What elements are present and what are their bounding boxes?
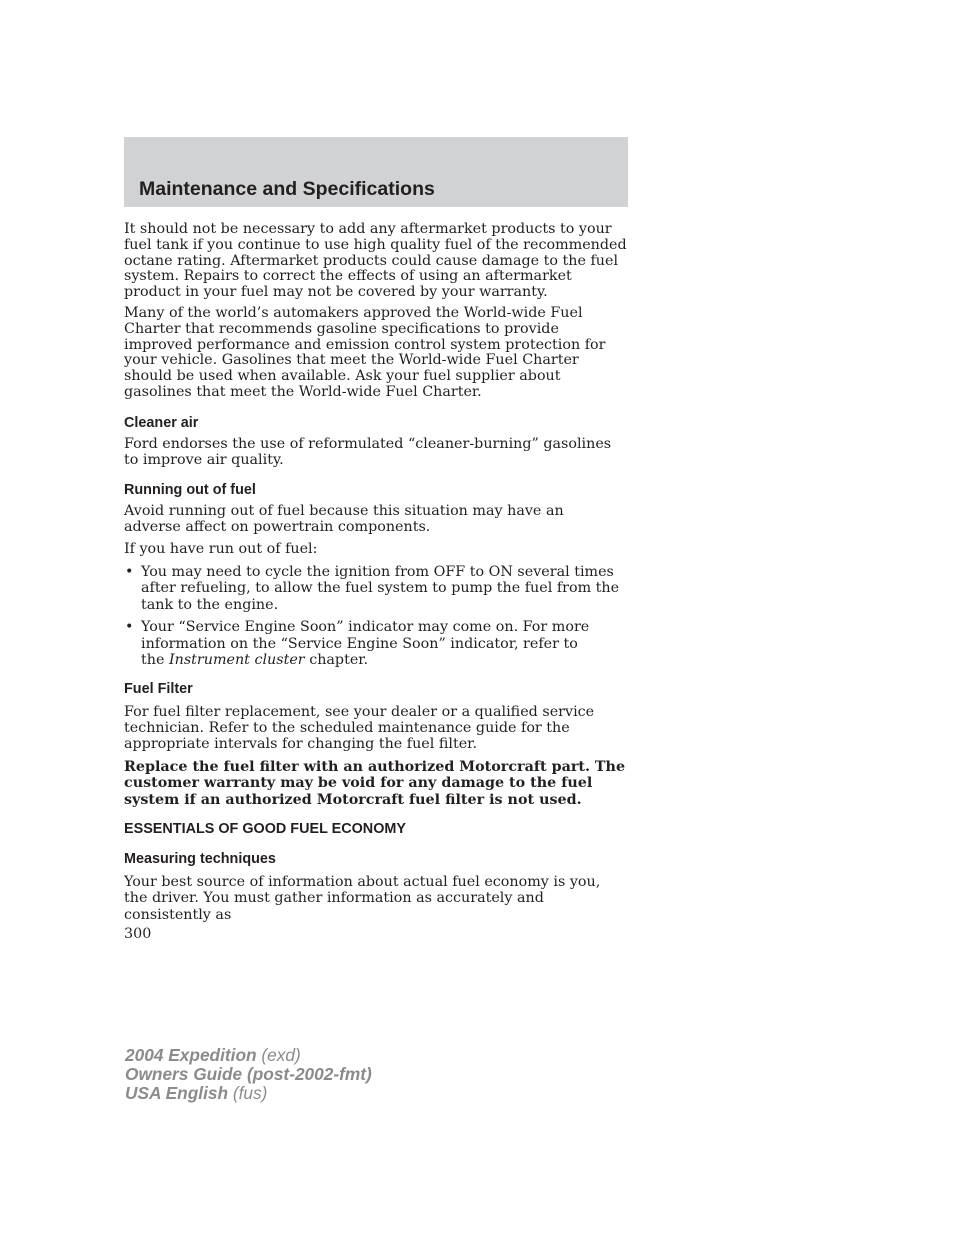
running-out-paragraph-1: Avoid running out of fuel because this situation may have an adverse affect on powertrain components.	[124, 503, 564, 536]
running-out-paragraph-2: If you have run out of fuel:	[124, 540, 318, 557]
bullet-text-end: chapter.	[309, 652, 369, 669]
fuel-filter-heading: Fuel Filter	[124, 680, 193, 697]
bullet-glyph: •	[125, 563, 134, 580]
bullet-text: Your “Service Engine Soon” indicator may come on. For more information on the “Service Engine Soon” indicator, refer to the	[141, 619, 590, 669]
intro-paragraph-2: Many of the world’s automakers approved the World-wide Fuel Charter that recommends gasoline specifications to provide improved performance and emission control system protection for your vehicle. Gasolines that meet the World-wide Fuel Charter should be used when available. Ask your fuel supplier about gasolines that meet the World-wide Fuel Charter.	[124, 304, 606, 400]
bullet-glyph: •	[125, 619, 134, 636]
footer-line-2: Owners Guide (post-2002-fmt)	[125, 1064, 372, 1084]
footer-line-1: 2004 Expedition (exd)	[125, 1045, 301, 1065]
fuel-economy-heading: ESSENTIALS OF GOOD FUEL ECONOMY	[124, 821, 406, 838]
fuel-filter-paragraph: For fuel filter replacement, see your dealer or a qualified service technician. Refer to the scheduled maintenance guide for the appropriate intervals for changing the fuel filter.	[124, 703, 595, 753]
intro-paragraph-1: It should not be necessary to add any aftermarket products to your fuel tank if you continue to use high quality fuel of the recommended octane rating. Aftermarket products could cause damage to the fuel system. Repairs to correct the effects of using an aftermarket product in your fuel may not be covered by your warranty.	[124, 221, 627, 301]
footer-line-3: USA English (fus)	[125, 1083, 268, 1103]
chapter-reference: Instrument cluster	[168, 652, 305, 669]
page-number: 300	[124, 926, 152, 942]
bullet-text: You may need to cycle the ignition from OFF to ON several times after refueling, to allow the fuel system to pump the fuel from the tank to the engine.	[141, 563, 620, 613]
list-item	[124, 564, 631, 614]
list-item	[124, 619, 591, 669]
fuel-filter-warning: Replace the fuel filter with an authorized Motorcraft part. The customer warranty may be void for any damage to the fuel system if an authorized Motorcraft fuel filter is not used.	[124, 758, 626, 808]
running-out-bullet-list	[124, 564, 630, 669]
page-content	[124, 222, 630, 923]
section-title: Maintenance and Specifications	[139, 178, 435, 200]
running-out-heading: Running out of fuel	[124, 482, 256, 499]
measuring-techniques-paragraph: Your best source of information about actual fuel economy is you, the driver. You must gather information as accurately and consistently as	[124, 874, 601, 923]
document-footer	[125, 1046, 372, 1103]
section-header-band	[124, 137, 628, 207]
cleaner-air-heading: Cleaner air	[124, 414, 199, 431]
measuring-techniques-heading: Measuring techniques	[124, 851, 276, 868]
cleaner-air-paragraph: Ford endorses the use of reformulated “cleaner-burning” gasolines to improve air quality.	[124, 435, 612, 468]
